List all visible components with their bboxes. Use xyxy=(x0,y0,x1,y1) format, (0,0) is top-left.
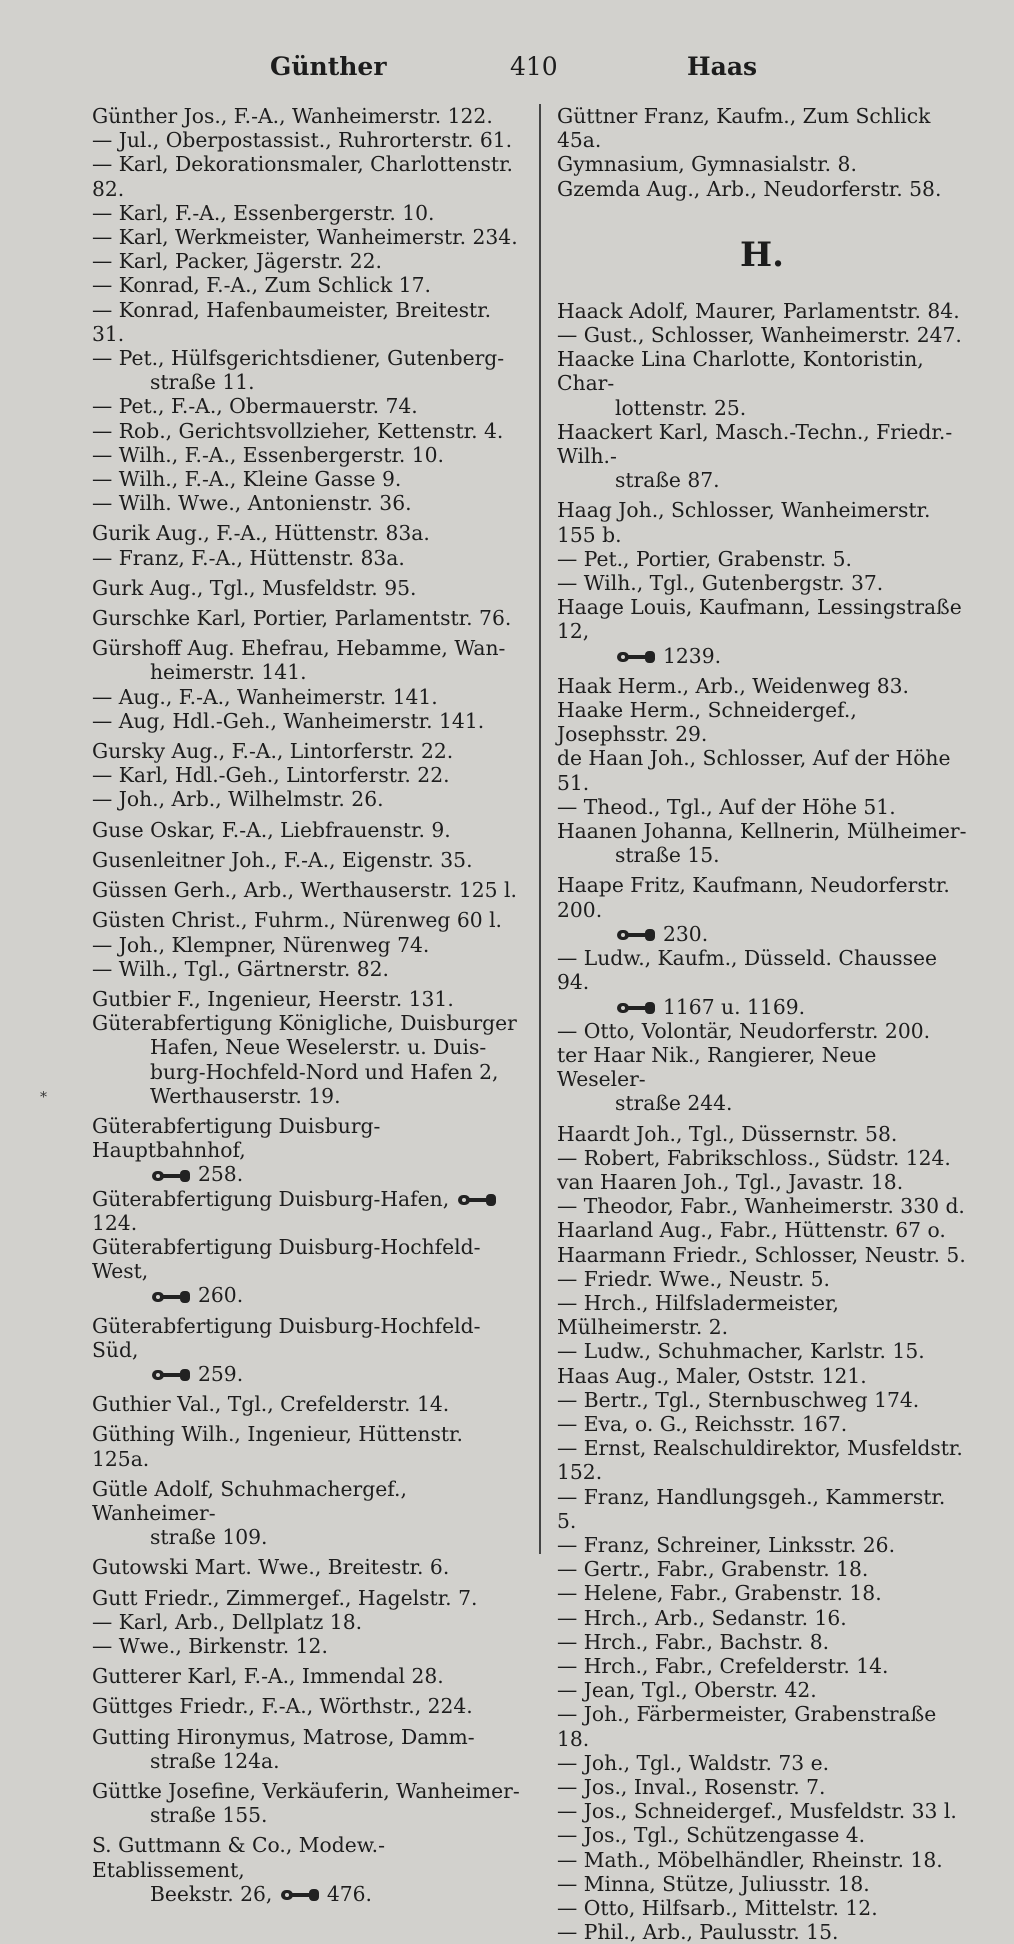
directory-entry xyxy=(557,1872,967,1896)
entry-text: Haape Fritz, Kaufmann, Neudorferstr. 200. xyxy=(557,873,950,922)
directory-entry xyxy=(92,128,522,152)
entry-text: Güttner Franz, Kaufm., Zum Schlick 45a. xyxy=(557,104,931,153)
entry-continuation: burg-Hochfeld-Nord und Hafen 2, xyxy=(150,1059,499,1084)
entry-text: — Ludw., Kaufm., Düsseld. Chaussee 94. xyxy=(557,946,937,995)
entry-text: S. Guttmann & Co., Modew.-Etablissement, xyxy=(92,1833,385,1882)
telephone-icon xyxy=(150,1366,194,1384)
entry-text: — Karl, Arb., Dellplatz 18. xyxy=(92,1609,363,1634)
entry-text: — Ernst, Realschuldirektor, Musfeldstr. 152. xyxy=(557,1436,963,1485)
directory-entry xyxy=(92,491,522,515)
directory-entry xyxy=(92,787,522,811)
directory-entry xyxy=(557,795,967,819)
entry-text: — Karl, F.-A., Essenbergerstr. 10. xyxy=(92,200,435,225)
directory-entry xyxy=(92,957,522,981)
entry-text: Haack Adolf, Maurer, Parlamentstr. 84. xyxy=(557,298,960,323)
entry-phone-line xyxy=(92,1362,522,1386)
directory-entry xyxy=(557,1436,967,1484)
entry-text: — Theodor, Fabr., Wanheimerstr. 330 d. xyxy=(557,1194,965,1219)
entry-text: — Franz, Schreiner, Linksstr. 26. xyxy=(557,1532,896,1557)
directory-entry xyxy=(92,685,522,709)
entry-text: Gutterer Karl, F.-A., Immendal 28. xyxy=(92,1664,444,1689)
telephone-icon xyxy=(456,1191,500,1209)
directory-entry xyxy=(92,273,522,297)
header-right-keyword: Haas xyxy=(687,52,758,81)
directory-entry xyxy=(557,946,967,1019)
entry-text: — Gust., Schlosser, Wanheimerstr. 247. xyxy=(557,323,962,348)
directory-entry xyxy=(557,498,967,546)
entry-text: — Helene, Fabr., Grabenstr. 18. xyxy=(557,1581,882,1606)
entry-text: — Wilh., Tgl., Gärtnerstr. 82. xyxy=(92,956,389,981)
directory-entry xyxy=(557,1267,967,1291)
entry-text: — Aug, Hdl.-Geh., Wanheimerstr. 141. xyxy=(92,708,485,733)
entry-text: Haage Louis, Kaufmann, Lessingstraße 12, xyxy=(557,595,962,644)
entry-text: — Karl, Werkmeister, Wanheimerstr. 234. xyxy=(92,225,518,250)
entry-text: — Jean, Tgl., Oberstr. 42. xyxy=(557,1678,817,1703)
entry-text: Haak Herm., Arb., Weidenweg 83. xyxy=(557,673,909,698)
entry-continuation: straße 11. xyxy=(150,370,255,395)
entry-text: — Hrch., Fabr., Crefelderstr. 14. xyxy=(557,1653,889,1678)
entry-continuation: straße 155. xyxy=(150,1803,268,1828)
entry-continuation xyxy=(92,1882,522,1906)
page-number: 410 xyxy=(510,52,558,81)
directory-entry xyxy=(557,1339,967,1363)
entry-text: — Franz, F.-A., Hüttenstr. 83a. xyxy=(92,545,405,570)
directory-entry xyxy=(557,1654,967,1678)
phone-number: 230. xyxy=(663,921,709,946)
entry-text: Gzemda Aug., Arb., Neudorferstr. 58. xyxy=(557,176,942,201)
entry-text: — Otto, Hilfsarb., Mittelstr. 12. xyxy=(557,1896,878,1921)
entry-text: Gutting Hironymus, Matrose, Damm- xyxy=(92,1724,475,1749)
directory-entry xyxy=(92,1114,522,1187)
telephone-icon xyxy=(150,1288,194,1306)
entry-text: ter Haar Nik., Rangierer, Neue Weseler- xyxy=(557,1042,877,1092)
directory-entry xyxy=(557,1194,967,1218)
directory-entry xyxy=(557,1043,967,1116)
directory-entry xyxy=(92,546,522,570)
entry-text: — Gertr., Fabr., Grabenstr. 18. xyxy=(557,1557,869,1582)
entry-text: — Jul., Oberpostassist., Ruhrorterstr. 61. xyxy=(92,128,513,153)
entry-continuation: heimerstr. 141. xyxy=(150,660,307,685)
entry-text: — Rob., Gerichtsvollzieher, Kettenstr. 4. xyxy=(92,418,504,443)
directory-entry xyxy=(557,1557,967,1581)
directory-entry xyxy=(557,1702,967,1750)
directory-entry xyxy=(92,908,522,932)
entry-text: Haarmann Friedr., Schlosser, Neustr. 5. xyxy=(557,1242,966,1267)
telephone-icon xyxy=(279,1886,323,1904)
entry-text: — Pet., Portier, Grabenstr. 5. xyxy=(557,546,852,571)
entry-phone-line xyxy=(557,644,967,668)
directory-entry xyxy=(557,595,967,668)
page-header xyxy=(0,52,1014,92)
entry-text: Güterabfertigung Duisburg-Hochfeld-Süd, xyxy=(92,1313,481,1362)
phone-number: 124. xyxy=(92,1210,138,1235)
entry-text: — Pet., F.-A., Obermauerstr. 74. xyxy=(92,394,418,419)
entry-continuation: Werthauserstr. 19. xyxy=(150,1083,341,1108)
directory-entry xyxy=(557,299,967,323)
entry-text: Güterabfertigung Königliche, Duisburger xyxy=(92,1011,517,1036)
directory-entry xyxy=(557,177,967,201)
directory-entry xyxy=(557,1775,967,1799)
directory-entry xyxy=(557,152,967,176)
entry-text: — Bertr., Tgl., Sternbuschweg 174. xyxy=(557,1387,920,1412)
directory-entry xyxy=(557,547,967,571)
entry-text: de Haan Joh., Schlosser, Auf der Höhe 51. xyxy=(557,746,951,795)
directory-entry xyxy=(557,571,967,595)
directory-entry xyxy=(557,1848,967,1872)
entry-text: — Friedr. Wwe., Neustr. 5. xyxy=(557,1266,830,1291)
directory-entry xyxy=(557,1678,967,1702)
entry-continuation: Hafen, Neue Weselerstr. u. Duis- xyxy=(150,1035,487,1060)
phone-number: 1167 u. 1169. xyxy=(663,994,806,1019)
entry-text: Gutbier F., Ingenieur, Heerstr. 131. xyxy=(92,986,454,1011)
directory-entry xyxy=(557,1388,967,1412)
entry-text: Güterabfertigung Duisburg-Hochfeld-West, xyxy=(92,1234,481,1284)
directory-entry xyxy=(92,818,522,842)
entry-text: — Minna, Stütze, Juliusstr. 18. xyxy=(557,1871,870,1896)
entry-text: Gusenleitner Joh., F.-A., Eigenstr. 35. xyxy=(92,847,473,872)
directory-entry xyxy=(92,201,522,225)
directory-entry xyxy=(92,1187,522,1235)
directory-entry xyxy=(92,1314,522,1387)
directory-entry xyxy=(557,347,967,420)
entry-text: Gurik Aug., F.-A., Hüttenstr. 83a. xyxy=(92,521,430,546)
entry-text: — Aug., F.-A., Wanheimerstr. 141. xyxy=(92,684,438,709)
directory-entry xyxy=(557,420,967,493)
directory-entry xyxy=(92,1833,522,1906)
directory-entry xyxy=(557,1751,967,1775)
entry-text: Haas Aug., Maler, Oststr. 121. xyxy=(557,1363,867,1388)
phone-number: 476. xyxy=(326,1881,372,1906)
directory-entry xyxy=(557,746,967,794)
entry-text: — Joh., Färbermeister, Grabenstraße 18. xyxy=(557,1702,937,1751)
entry-text: — Robert, Fabrikschloss., Südstr. 124. xyxy=(557,1145,951,1170)
telephone-icon xyxy=(150,1167,194,1185)
directory-entry xyxy=(557,1122,967,1146)
entry-text: Gütle Adolf, Schuhmachergef., Wanheimer- xyxy=(92,1476,407,1525)
entry-text: — Pet., Hülfsgerichtsdiener, Gutenberg- xyxy=(92,346,505,371)
entry-text: — Konrad, Hafenbaumeister, Breitestr. 31. xyxy=(92,297,492,346)
entry-text: Haarland Aug., Fabr., Hüttenstr. 67 o. xyxy=(557,1218,946,1243)
directory-entry xyxy=(557,1920,967,1944)
entry-text: Haardt Joh., Tgl., Düssernstr. 58. xyxy=(557,1121,898,1146)
entry-text: — Karl, Packer, Jägerstr. 22. xyxy=(92,249,382,274)
entry-text: — Wilh., F.-A., Kleine Gasse 9. xyxy=(92,467,402,492)
directory-entry xyxy=(92,443,522,467)
directory-entry xyxy=(557,1243,967,1267)
entry-text: — Phil., Arb., Paulusstr. 15. xyxy=(557,1920,839,1944)
entry-text: — Hrch., Fabr., Bachstr. 8. xyxy=(557,1629,830,1654)
entry-text: Güttges Friedr., F.-A., Wörthstr., 224. xyxy=(92,1694,473,1719)
phone-number: 259. xyxy=(198,1361,244,1386)
directory-entry xyxy=(92,1011,522,1108)
directory-entry xyxy=(92,739,522,763)
directory-entry xyxy=(557,1606,967,1630)
entry-continuation: straße 87. xyxy=(615,468,720,493)
directory-entry xyxy=(557,819,967,867)
directory-entry xyxy=(92,521,522,545)
entry-text: — Franz, Handlungsgeh., Kammerstr. 5. xyxy=(557,1484,946,1533)
directory-entry xyxy=(557,873,967,946)
directory-entry xyxy=(557,323,967,347)
phone-number: 1239. xyxy=(663,643,722,668)
telephone-icon xyxy=(615,926,659,944)
entry-continuation: straße 15. xyxy=(615,843,720,868)
directory-entry xyxy=(92,1422,522,1470)
entry-text: — Karl, Hdl.-Geh., Lintorferstr. 22. xyxy=(92,763,450,788)
directory-entry xyxy=(92,987,522,1011)
entry-text: — Konrad, F.-A., Zum Schlick 17. xyxy=(92,273,431,298)
phone-number: 258. xyxy=(198,1162,244,1187)
telephone-icon xyxy=(615,999,659,1017)
entry-phone-line xyxy=(557,922,967,946)
entry-text: Gursky Aug., F.-A., Lintorferstr. 22. xyxy=(92,739,454,764)
directory-entry xyxy=(557,698,967,746)
directory-entry xyxy=(92,298,522,346)
entry-text: Güssen Gerh., Arb., Werthauserstr. 125 l. xyxy=(92,878,517,903)
section-letter: H. xyxy=(740,234,784,275)
directory-entry xyxy=(557,1533,967,1557)
entry-text: Haake Herm., Schneidergef., Josephsstr. 29. xyxy=(557,698,857,747)
directory-entry xyxy=(557,1291,967,1339)
entry-continuation: lottenstr. 25. xyxy=(615,395,747,420)
stray-mark: ⁎ xyxy=(40,1085,47,1101)
entry-text: Gutowski Mart. Wwe., Breitestr. 6. xyxy=(92,1555,450,1580)
directory-entry xyxy=(92,152,522,200)
entry-text: Güthing Wilh., Ingenieur, Hüttenstr. 125a. xyxy=(92,1422,463,1471)
entry-text: Haag Joh., Schlosser, Wanheimerstr. 155 b. xyxy=(557,498,931,547)
directory-entry xyxy=(557,104,967,152)
entry-text: — Jos., Inval., Rosenstr. 7. xyxy=(557,1775,826,1799)
entry-text: Gutt Friedr., Zimmergef., Hagelstr. 7. xyxy=(92,1585,478,1610)
entry-text: — Wilh. Wwe., Antonienstr. 36. xyxy=(92,491,412,516)
entry-text: Güsten Christ., Fuhrm., Nürenweg 60 l. xyxy=(92,908,503,933)
directory-entry xyxy=(92,933,522,957)
entry-text: — Hrch., Hilfsladermeister, Mülheimerstr. 2. xyxy=(557,1290,839,1340)
directory-entry xyxy=(557,1799,967,1823)
entry-phone-line xyxy=(92,1162,522,1186)
entry-text: — Joh., Arb., Wilhelmstr. 26. xyxy=(92,787,384,812)
entry-text: Guse Oskar, F.-A., Liebfrauenstr. 9. xyxy=(92,817,451,842)
directory-entry xyxy=(92,763,522,787)
header-left-keyword: Günther xyxy=(270,52,387,81)
entry-text: Beekstr. 26, xyxy=(150,1881,273,1906)
column-divider xyxy=(539,104,541,1554)
entry-text: — Hrch., Arb., Sedanstr. 16. xyxy=(557,1605,847,1630)
directory-entry xyxy=(92,848,522,872)
directory-entry xyxy=(92,1477,522,1550)
directory-entry xyxy=(92,1586,522,1610)
directory-entry xyxy=(92,225,522,249)
entry-text: — Wilh., F.-A., Essenbergerstr. 10. xyxy=(92,442,445,467)
entry-text: — Math., Möbelhändler, Rheinstr. 18. xyxy=(557,1847,943,1872)
directory-entry xyxy=(92,1725,522,1773)
entry-text: Haackert Karl, Masch.-Techn., Friedr.-Wilh.- xyxy=(557,419,953,469)
entry-text: Gymnasium, Gymnasialstr. 8. xyxy=(557,152,857,177)
entry-text: Güttke Josefine, Verkäuferin, Wanheimer- xyxy=(92,1779,520,1803)
directory-entry xyxy=(92,636,522,684)
directory-entry xyxy=(92,576,522,600)
directory-entry xyxy=(557,1412,967,1436)
directory-entry xyxy=(92,1610,522,1634)
entry-continuation: straße 244. xyxy=(615,1091,733,1116)
directory-entry xyxy=(92,709,522,733)
directory-entry xyxy=(92,1235,522,1308)
entry-text: Haacke Lina Charlotte, Kontoristin, Char- xyxy=(557,347,924,396)
directory-entry xyxy=(557,1630,967,1654)
entry-text: Güterabfertigung Duisburg-Hauptbahnhof, xyxy=(92,1113,381,1163)
directory-entry xyxy=(92,1779,522,1827)
entry-text: — Ludw., Schuhmacher, Karlstr. 15. xyxy=(557,1339,925,1364)
directory-entry xyxy=(92,1694,522,1718)
directory-entry xyxy=(92,878,522,902)
entry-text: — Joh., Tgl., Waldstr. 73 e. xyxy=(557,1750,830,1775)
directory-entry xyxy=(92,1392,522,1416)
entry-text: Günther Jos., F.-A., Wanheimerstr. 122. xyxy=(92,104,493,128)
entry-text: — Jos., Schneidergef., Musfeldstr. 33 l. xyxy=(557,1799,957,1824)
directory-entry xyxy=(557,1485,967,1533)
directory-entry xyxy=(557,1581,967,1605)
entry-text: — Otto, Volontär, Neudorferstr. 200. xyxy=(557,1018,931,1043)
entry-text: — Wilh., Tgl., Gutenbergstr. 37. xyxy=(557,571,884,596)
entry-text: — Wwe., Birkenstr. 12. xyxy=(92,1633,328,1658)
directory-entry xyxy=(92,467,522,491)
entry-text: — Theod., Tgl., Auf der Höhe 51. xyxy=(557,794,896,819)
telephone-icon xyxy=(615,648,659,666)
entry-phone-line xyxy=(92,1283,522,1307)
directory-entry xyxy=(557,1019,967,1043)
directory-entry xyxy=(92,606,522,630)
entry-continuation: straße 124a. xyxy=(150,1748,280,1773)
directory-entry xyxy=(557,1170,967,1194)
directory-entry xyxy=(92,104,522,128)
entry-text: — Joh., Klempner, Nürenweg 74. xyxy=(92,932,430,957)
entry-continuation: straße 109. xyxy=(150,1525,268,1550)
entry-text: Guthier Val., Tgl., Crefelderstr. 14. xyxy=(92,1392,450,1417)
entry-text: Gurk Aug., Tgl., Musfeldstr. 95. xyxy=(92,575,417,600)
entry-text: — Eva, o. G., Reichsstr. 167. xyxy=(557,1411,848,1436)
entry-text: Güterabfertigung Duisburg-Hafen, xyxy=(92,1186,450,1211)
directory-entry xyxy=(92,1664,522,1688)
directory-entry xyxy=(557,1146,967,1170)
directory-entry xyxy=(557,1823,967,1847)
directory-entry xyxy=(557,674,967,698)
entry-text: Haanen Johanna, Kellnerin, Mülheimer- xyxy=(557,819,967,844)
directory-entry xyxy=(92,346,522,394)
directory-entry xyxy=(92,1555,522,1579)
directory-entry xyxy=(557,1218,967,1242)
left-column xyxy=(92,104,522,1906)
directory-entry xyxy=(92,394,522,418)
entry-text: — Jos., Tgl., Schützengasse 4. xyxy=(557,1823,866,1848)
directory-entry xyxy=(557,1896,967,1920)
directory-entry xyxy=(92,419,522,443)
entry-text: van Haaren Joh., Tgl., Javastr. 18. xyxy=(557,1169,904,1194)
phone-number: 260. xyxy=(198,1283,244,1308)
directory-entry xyxy=(557,1364,967,1388)
entry-phone-line xyxy=(557,995,967,1019)
entry-text: — Karl, Dekorationsmaler, Charlottenstr. 82. xyxy=(92,152,513,201)
entry-text: Gurschke Karl, Portier, Parlamentstr. 76. xyxy=(92,606,512,631)
directory-entry xyxy=(92,1634,522,1658)
entry-text: Gürshoff Aug. Ehefrau, Hebamme, Wan- xyxy=(92,636,506,661)
directory-entry xyxy=(92,249,522,273)
right-column xyxy=(557,104,967,1944)
